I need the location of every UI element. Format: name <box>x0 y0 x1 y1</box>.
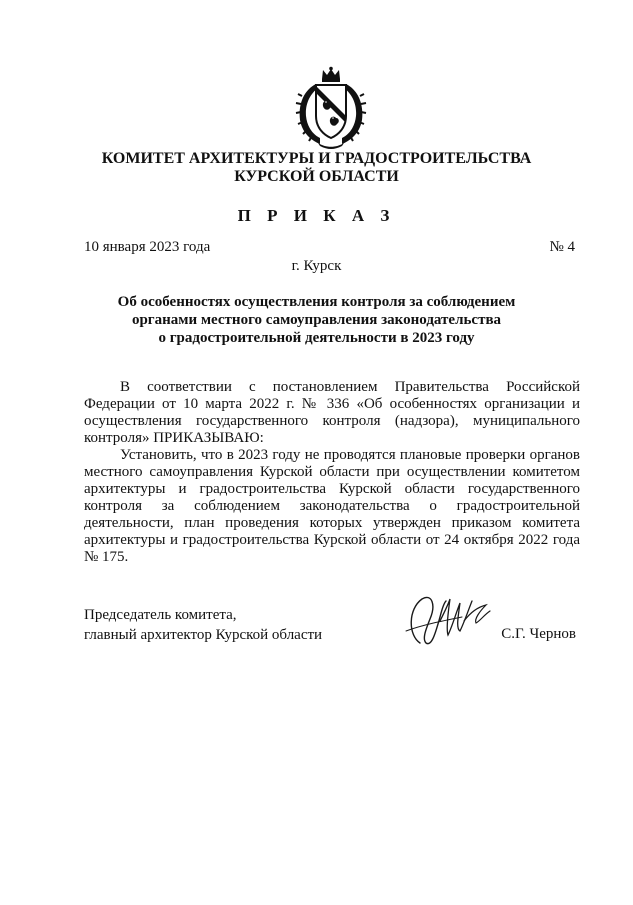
paragraph-line: Федерации от 10 марта 2022 г. № 336 «Об особенностях организации и <box>84 396 580 412</box>
organization-name-line2: КУРСКОЙ ОБЛАСТИ <box>234 168 399 185</box>
signatory-position-line1: Председатель комитета, <box>84 607 237 623</box>
paragraph-line: деятельности, план проведения которых утвержден приказом комитета <box>84 515 580 531</box>
paragraph-line: контроля за соблюдением законодательства о градостроительной <box>84 498 580 514</box>
paragraph-line: Установить, что в 2023 году не проводятся плановые проверки органов <box>120 447 580 463</box>
paragraph-line: В соответствии с постановлением Правительства Российской <box>120 379 580 395</box>
subject-line: Об особенностях осуществления контроля за соблюдением <box>117 294 516 310</box>
document-number: № 4 <box>549 239 575 255</box>
paragraph-line: № 175. <box>84 549 129 565</box>
document-date: 10 января 2023 года <box>84 239 211 255</box>
paragraph-line: осуществления государственного контроля (надзора), муниципального <box>84 413 580 429</box>
subject-line: органами местного самоуправления законодательства <box>131 312 502 328</box>
document-city: г. Курск <box>291 258 342 274</box>
subject-line: о градостроительной деятельности в 2023 году <box>158 330 475 346</box>
paragraph-line: местного самоуправления Курской области при осуществлении комитетом <box>84 464 580 480</box>
handwritten-signature-icon <box>402 591 494 651</box>
signatory-position <box>84 605 322 645</box>
coat-of-arms-icon <box>294 66 368 150</box>
signatory-position-line2: главный архитектор Курской области <box>84 627 323 643</box>
paragraph-line: архитектуры и градостроительства Курской области государственного <box>84 481 580 497</box>
document-type: П Р И К А З <box>237 206 396 225</box>
paragraph-preamble <box>84 379 580 447</box>
paragraph-order <box>84 447 580 566</box>
signatory-name: С.Г. Чернов <box>501 626 576 642</box>
paragraph-line: архитектуры и градостроительства Курской области от 24 октября 2022 года <box>84 532 580 548</box>
organization-name-line1: КОМИТЕТ АРХИТЕКТУРЫ И ГРАДОСТРОИТЕЛЬСТВА <box>101 150 532 167</box>
paragraph-line: контроля» ПРИКАЗЫВАЮ: <box>84 430 264 446</box>
